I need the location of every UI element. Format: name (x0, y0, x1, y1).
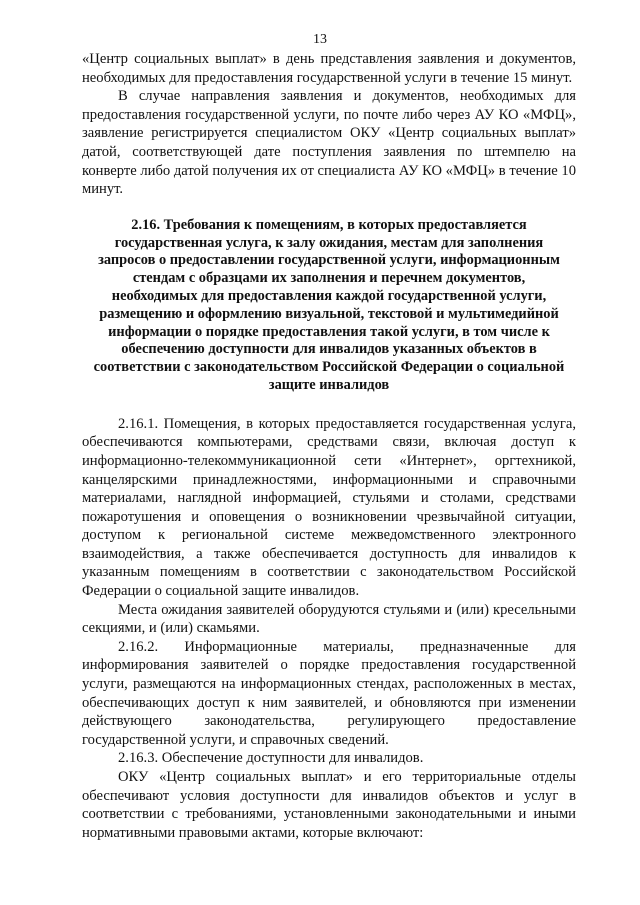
paragraph-mail-registration: В случае направления заявления и документов, необходимых для предоставления государственной услуги, по почте либо через АУ КО «МФЦ», заявление регистрируется специалистом ОКУ «Центр социальных выплат» датой, соответствующей дате поступления заявления по штемпелю на конверте либо датой получения их от специалиста АУ КО «МФЦ» в течение 10 минут. (82, 88, 576, 198)
page-number: 13 (313, 32, 327, 47)
section-heading-2-16: 2.16. Требования к помещениям, в которых предоставляется государственная услуга, к залу ожидания, местам для заполнения запросов о предоставлении государственной услуги, информационным стендам с образцами их заполнения и перечнем документов, необходимых для предоставления каждой государственной услуги, размещению и оформлению визуальной, текстовой и мультимедийной информации о порядке предоставления такой услуги, в том числе к обеспечению доступности для инвалидов указанных объектов в соответствии с законодательством Российской Федерации о социальной защите инвалидов (93, 216, 565, 393)
paragraph-accessibility-conditions: ОКУ «Центр социальных выплат» и его территориальные отделы обеспечивают условия доступности для инвалидов объектов и услуг в соответствии с требованиями, установленными законодательными и иными нормативными правовыми актами, которые включают: (82, 769, 576, 841)
paragraph-2-16-2: 2.16.2. Информационные материалы, предназначенные для информирования заявителей о порядке предоставления государственной услуги, размещаются на информационных стендах, расположенных в местах, обеспечивающих доступ к ним заявителей, и обновляются при изменении действующего законодательства, регулирующего предоставление государственной услуги, и справочных сведений. (82, 638, 576, 748)
paragraph-waiting-places: Места ожидания заявителей оборудуются стульями и (или) кресельными секциями, и (или) скамьями. (82, 601, 576, 637)
page-content (82, 50, 576, 842)
paragraph-2-16-3: 2.16.3. Обеспечение доступности для инвалидов. (118, 750, 424, 767)
paragraph-continuation: «Центр социальных выплат» в день представления заявления и документов, необходимых для предоставления государственной услуги в течение 15 минут. (82, 51, 576, 86)
paragraph-2-16-1: 2.16.1. Помещения, в которых предоставляется государственная услуга, обеспечиваются компьютерами, средствами связи, включая доступ к информационно-телекоммуникационной сети «Интернет», оргтехникой, канцелярскими принадлежностями, информационными и справочными материалами, наглядной информацией, стульями и столами, средствами пожаротушения и оповещения о возникновении чрезвычайной ситуации, доступом к региональной системе межведомственного электронного взаимодействия, а также обеспечивается доступность для инвалидов к указанным помещениям в соответствии с законодательством Российской Федерации о социальной защите инвалидов. (82, 415, 576, 600)
